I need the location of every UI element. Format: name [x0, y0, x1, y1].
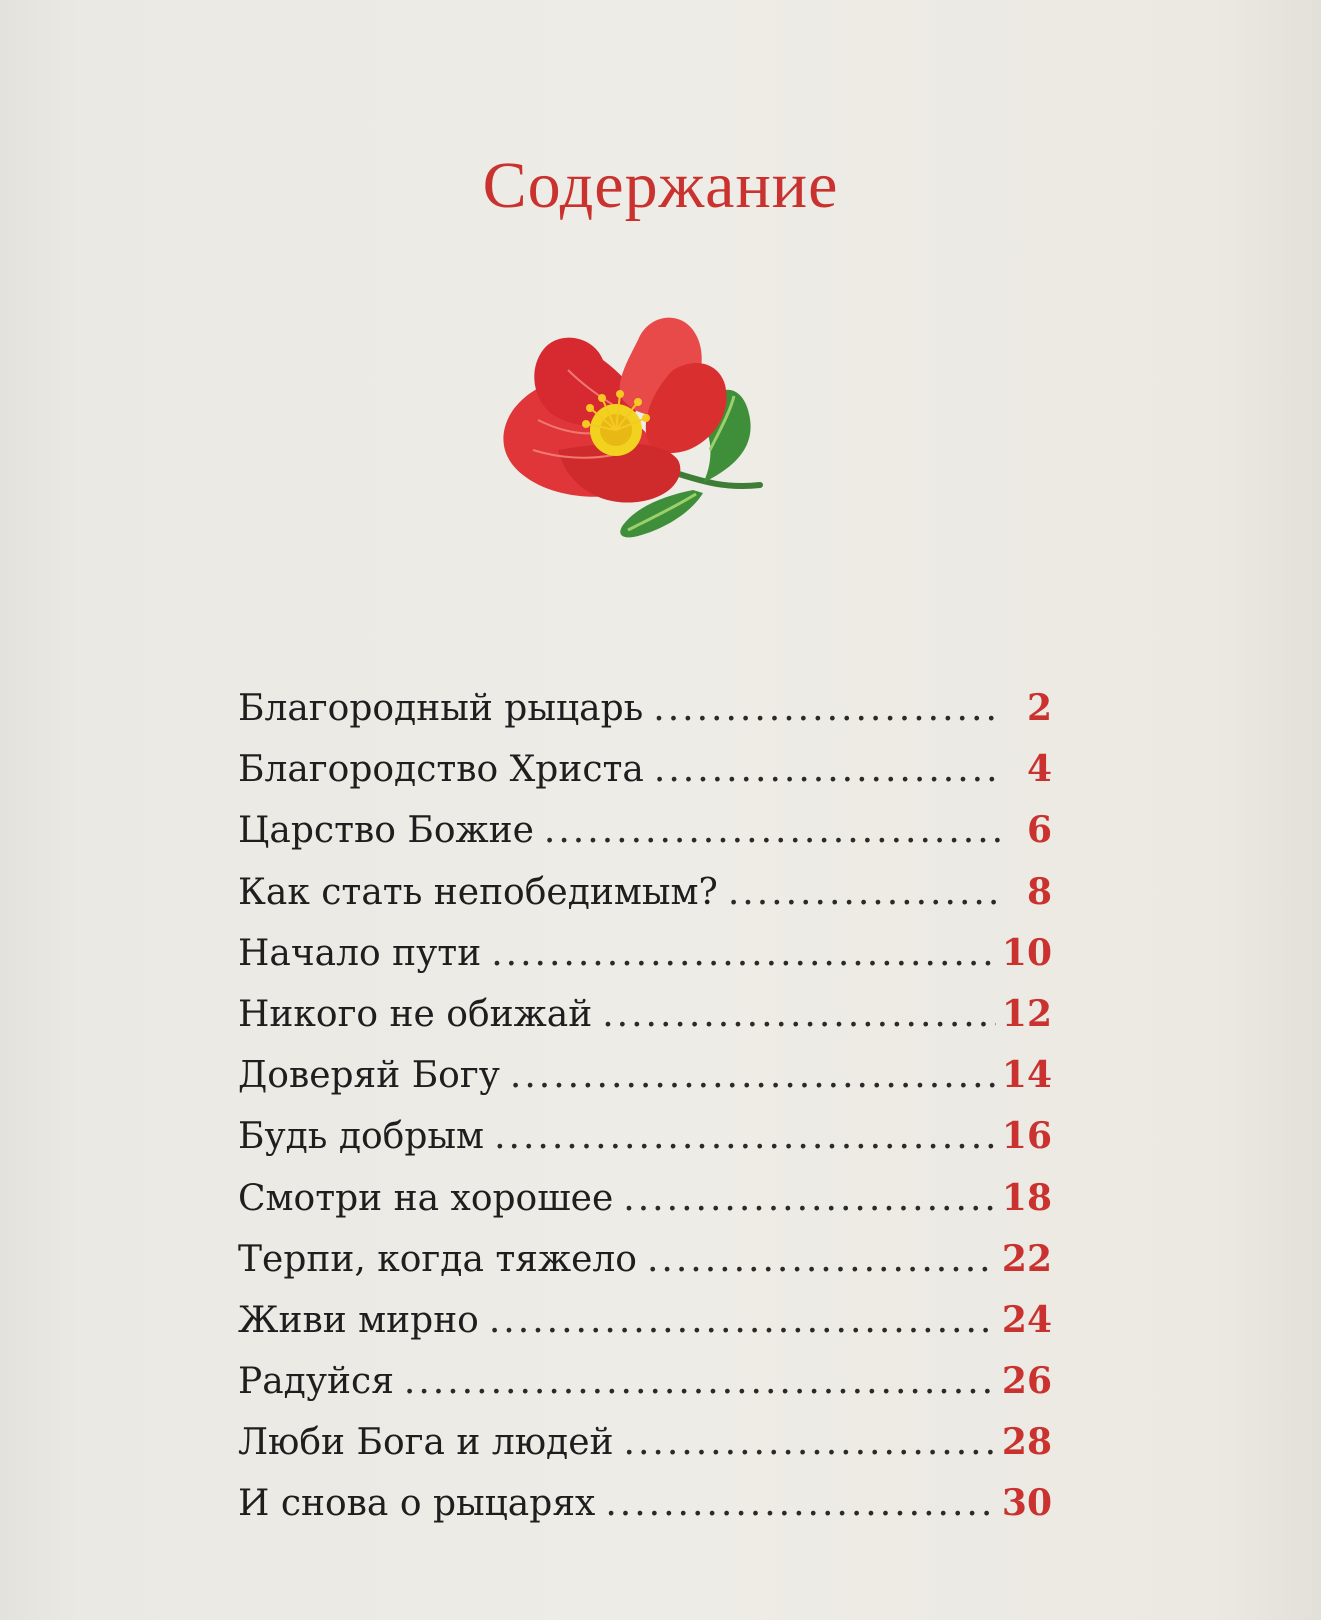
toc-entry-title: Начало пути: [238, 932, 482, 974]
toc-leader-dots: [404, 1361, 996, 1402]
toc-entry[interactable]: [238, 687, 1052, 748]
toc-entry[interactable]: [238, 1238, 1052, 1299]
toc-entry-page-number: 24: [1001, 1298, 1052, 1341]
toc-leader-dots: [489, 1300, 996, 1341]
toc-leader-dots: [653, 688, 1002, 729]
toc-entry[interactable]: [238, 1360, 1052, 1421]
toc-entry[interactable]: [238, 809, 1052, 870]
toc-leader-dots: [491, 933, 996, 974]
poppy-flower-icon: [498, 300, 798, 560]
toc-leader-dots: [544, 810, 1002, 851]
toc-entry[interactable]: [238, 993, 1052, 1054]
toc-entry-title: Смотри на хорошее: [238, 1177, 614, 1219]
toc-leader-dots: [623, 1178, 996, 1219]
toc-leader-dots: [728, 872, 1002, 913]
toc-entry-title: Радуйся: [238, 1361, 394, 1403]
toc-entry-page-number: 14: [1001, 1054, 1052, 1097]
toc-entry[interactable]: [238, 871, 1052, 932]
toc-entry[interactable]: [238, 1299, 1052, 1360]
toc-entry-title: Как стать непобедимым?: [238, 871, 718, 913]
toc-entry-page-number: 30: [1001, 1482, 1052, 1525]
toc-entry[interactable]: [238, 748, 1052, 809]
toc-entry-page-number: 18: [1001, 1176, 1052, 1219]
page-title: Содержание: [482, 149, 839, 222]
toc-entry-page-number: 4: [1026, 748, 1052, 791]
toc-entry[interactable]: [238, 1054, 1052, 1115]
toc-entry-page-number: 8: [1026, 870, 1052, 913]
toc-leader-dots: [647, 1239, 996, 1280]
toc-entry-page-number: 2: [1026, 687, 1052, 729]
toc-leader-dots: [602, 994, 996, 1035]
toc-entry[interactable]: [238, 1115, 1052, 1176]
toc-entry-page-number: 28: [1001, 1421, 1052, 1464]
toc-entry-page-number: 22: [1001, 1237, 1052, 1280]
toc-entry-title: Будь добрым: [238, 1116, 485, 1158]
toc-entry-title: Живи мирно: [238, 1299, 479, 1341]
toc-leader-dots: [494, 1116, 996, 1157]
toc-entry[interactable]: [238, 1482, 1052, 1543]
toc-leader-dots: [605, 1483, 996, 1524]
toc-entry-page-number: 10: [1001, 931, 1052, 974]
toc-leader-dots: [510, 1055, 996, 1096]
toc-entry-page-number: 6: [1026, 809, 1052, 852]
toc-entry[interactable]: [238, 932, 1052, 993]
toc-entry-title: Царство Божие: [238, 810, 534, 852]
toc-entry[interactable]: [238, 1421, 1052, 1482]
toc-entry-title: Доверяй Богу: [238, 1055, 500, 1097]
toc-leader-dots: [624, 1422, 996, 1463]
toc-entry-page-number: 26: [1001, 1360, 1052, 1403]
toc-entry[interactable]: [238, 1177, 1052, 1238]
toc-entry-page-number: 12: [1001, 992, 1052, 1035]
toc-entry-page-number: 16: [1001, 1115, 1052, 1158]
table-of-contents: [238, 687, 1052, 1544]
toc-entry-title: Никого не обижай: [238, 993, 593, 1035]
toc-entry-title: Благородный рыцарь: [238, 688, 644, 729]
toc-entry-title: Благородство Христа: [238, 749, 644, 791]
toc-entry-title: И снова о рыцарях: [238, 1483, 596, 1525]
toc-entry-title: Терпи, когда тяжело: [238, 1238, 637, 1280]
toc-entry-title: Люби Бога и людей: [238, 1422, 614, 1464]
toc-leader-dots: [654, 749, 1002, 790]
